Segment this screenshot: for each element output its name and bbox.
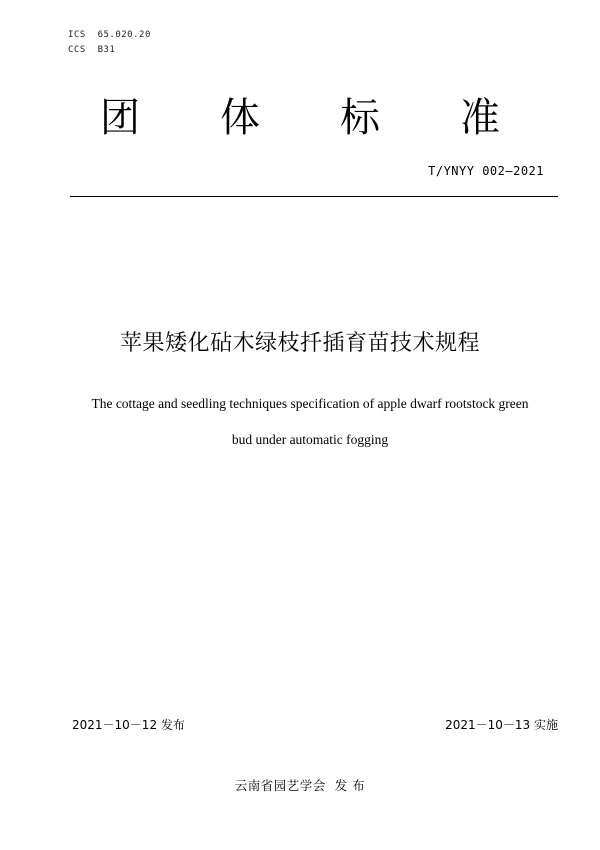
ccs-code: CCS B31 [68, 45, 116, 55]
issue-date: 2021－10－12 发布 [72, 718, 185, 732]
document-title-cn: 苹果矮化砧木绿枝扦插育苗技术规程 [119, 331, 480, 356]
document-title-en-line-1: The cottage and seedling techniques specification of apple dwarf rootstock green [91, 396, 529, 411]
ics-code: ICS 65.020.20 [68, 30, 151, 40]
publisher: 云南省园艺学会 发 布 [234, 778, 366, 793]
standard-number: T/YNYY 002—2021 [428, 164, 544, 178]
header-divider [70, 196, 558, 197]
standard-type-char: 标 [340, 95, 380, 141]
standard-type-char: 团 [100, 95, 140, 141]
implementation-date: 2021－10－13 实施 [445, 718, 558, 732]
standard-type-char: 准 [460, 95, 500, 141]
standard-type-char: 体 [220, 95, 260, 141]
standard-type-heading [100, 88, 500, 148]
document-title-en-line-2: bud under automatic fogging [231, 432, 389, 447]
